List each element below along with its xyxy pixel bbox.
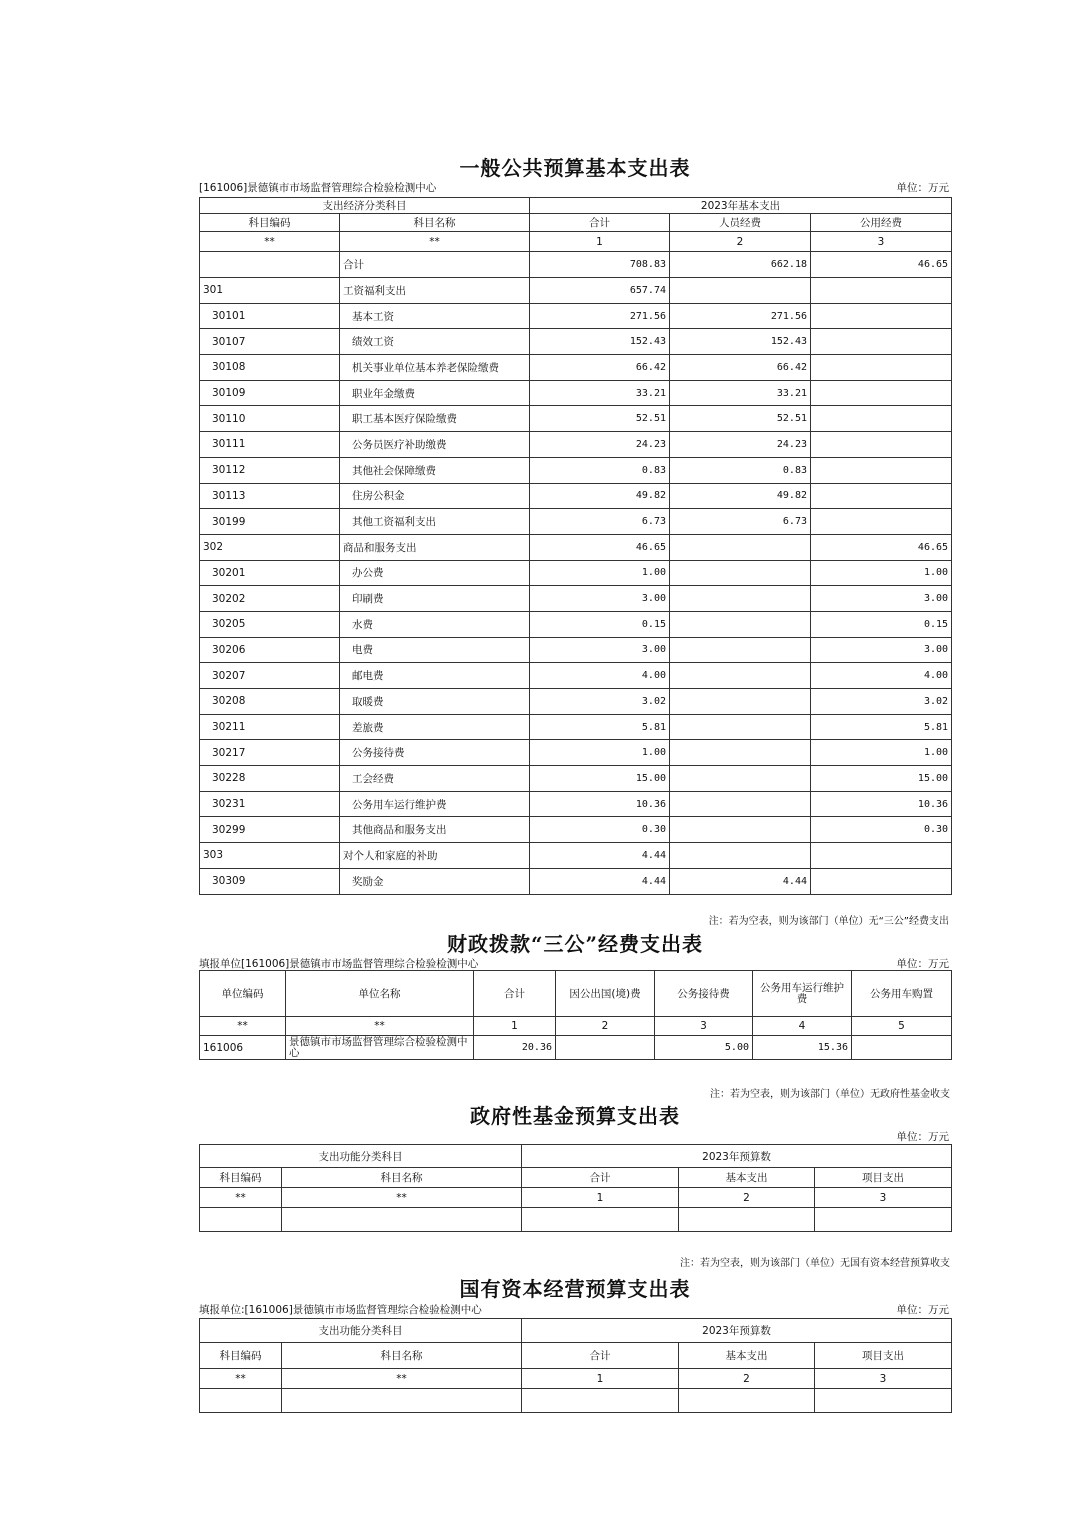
personnel-cell: 4.44 (670, 868, 811, 894)
code-cell: 30199 (200, 509, 340, 535)
total-cell: 4.44 (530, 868, 670, 894)
name-cell: 印刷费 (340, 586, 530, 612)
personnel-cell (670, 278, 811, 304)
code-cell: 30113 (200, 483, 340, 509)
public-cell (811, 509, 952, 535)
total-row (200, 252, 952, 278)
group-header-left: 支出功能分类科目 (200, 1319, 522, 1343)
col-header-code: 科目编码 (200, 1343, 282, 1369)
index-cell: ** (286, 1017, 474, 1036)
public-cell (811, 457, 952, 483)
name-cell: 绩效工资 (340, 329, 530, 355)
state-capital-table (199, 1318, 952, 1413)
code-cell: 30107 (200, 329, 340, 355)
total-cell: 20.36 (474, 1036, 556, 1060)
table-row (200, 1036, 952, 1060)
gov-fund-unit: 单位：万元 (896, 1131, 949, 1143)
name-cell: 基本工资 (340, 303, 530, 329)
basic-expenditure-section (199, 150, 951, 927)
table-row (200, 663, 952, 689)
total-cell: 52.51 (530, 406, 670, 432)
total-cell: 4.00 (530, 663, 670, 689)
public-cell (811, 483, 952, 509)
table-row (200, 560, 952, 586)
empty-cell (282, 1208, 522, 1232)
index-cell: 1 (522, 1188, 679, 1208)
group-header-left: 支出经济分类科目 (200, 198, 530, 214)
index-cell: ** (200, 1188, 282, 1208)
public-cell (811, 278, 952, 304)
three-public-table (199, 970, 952, 1060)
personnel-cell (670, 534, 811, 560)
index-cell: 3 (815, 1369, 952, 1389)
gov-fund-table (199, 1144, 952, 1232)
code-cell: 303 (200, 843, 340, 869)
col-header-name: 科目名称 (282, 1168, 522, 1188)
personnel-cell: 0.83 (670, 457, 811, 483)
reception-cell: 5.00 (655, 1036, 753, 1060)
personnel-cell (670, 714, 811, 740)
code-cell: 30111 (200, 432, 340, 458)
index-cell: ** (340, 232, 530, 252)
table-row (200, 457, 952, 483)
name-cell: 公务用车运行维护费 (340, 791, 530, 817)
col-header-vehicle-maintenance: 公务用车运行维护费 (753, 971, 852, 1017)
state-capital-title: 国有资本经营预算支出表 (459, 1277, 691, 1301)
table-row (200, 586, 952, 612)
total-code-cell (200, 252, 340, 278)
name-cell: 差旅费 (340, 714, 530, 740)
personnel-cell (670, 791, 811, 817)
personnel-cell (670, 689, 811, 715)
total-cell: 657.74 (530, 278, 670, 304)
index-cell: 3 (811, 232, 952, 252)
table-row (200, 843, 952, 869)
table-row (200, 637, 952, 663)
personnel-cell: 6.73 (670, 509, 811, 535)
table-row (200, 611, 952, 637)
three-public-unit-name: 填报单位[161006]景德镇市市场监督管理综合检验检测中心 (199, 958, 479, 970)
col-header-project: 项目支出 (815, 1168, 952, 1188)
code-cell: 30101 (200, 303, 340, 329)
name-cell: 电费 (340, 637, 530, 663)
table-row (200, 303, 952, 329)
code-cell: 30208 (200, 689, 340, 715)
table-row (200, 817, 952, 843)
code-cell: 30217 (200, 740, 340, 766)
public-cell: 0.15 (811, 611, 952, 637)
col-header-basic: 基本支出 (679, 1343, 815, 1369)
name-cell: 邮电费 (340, 663, 530, 689)
table-row (200, 714, 952, 740)
public-cell: 3.02 (811, 689, 952, 715)
index-cell: 2 (556, 1017, 655, 1036)
three-public-title: 财政拨款“三公”经费支出表 (446, 932, 703, 956)
index-cell: 3 (815, 1188, 952, 1208)
total-cell: 66.42 (530, 355, 670, 381)
name-cell: 其他工资福利支出 (340, 509, 530, 535)
public-cell: 1.00 (811, 740, 952, 766)
col-header-total: 合计 (522, 1343, 679, 1369)
col-header-overseas: 因公出国(境)费 (556, 971, 655, 1017)
index-cell: ** (200, 1369, 282, 1389)
unit-code-cell: 161006 (200, 1036, 286, 1060)
code-cell: 30110 (200, 406, 340, 432)
public-cell (811, 406, 952, 432)
total-cell: 5.81 (530, 714, 670, 740)
unit-name-cell: 景德镇市市场监督管理综合检验检测中心 (286, 1036, 474, 1060)
personnel-cell (670, 740, 811, 766)
code-cell: 301 (200, 278, 340, 304)
state-capital-unit-name: 填报单位:[161006]景德镇市市场监督管理综合检验检测中心 (199, 1304, 482, 1316)
total-cell: 0.30 (530, 817, 670, 843)
total-cell: 6.73 (530, 509, 670, 535)
group-header-right: 2023年基本支出 (530, 198, 952, 214)
total-cell: 49.82 (530, 483, 670, 509)
name-cell: 取暖费 (340, 689, 530, 715)
personnel-cell: 33.21 (670, 380, 811, 406)
empty-row (200, 1208, 952, 1232)
gov-fund-title: 政府性基金预算支出表 (470, 1104, 680, 1128)
name-cell: 工会经费 (340, 766, 530, 792)
total-cell: 271.56 (530, 303, 670, 329)
personnel-cell: 24.23 (670, 432, 811, 458)
vehicle-maintenance-cell: 15.36 (753, 1036, 852, 1060)
public-cell (811, 329, 952, 355)
total-label-cell: 合计 (340, 252, 530, 278)
vehicle-purchase-cell (852, 1036, 952, 1060)
code-cell: 30228 (200, 766, 340, 792)
overseas-cell (556, 1036, 655, 1060)
name-cell: 公务员医疗补助缴费 (340, 432, 530, 458)
col-header-total: 合计 (474, 971, 556, 1017)
public-cell: 4.00 (811, 663, 952, 689)
col-header-code: 科目编码 (200, 1168, 282, 1188)
name-cell: 工资福利支出 (340, 278, 530, 304)
table-row (200, 534, 952, 560)
public-cell: 46.65 (811, 534, 952, 560)
table-row (200, 689, 952, 715)
code-cell: 30201 (200, 560, 340, 586)
personnel-cell (670, 586, 811, 612)
col-header-code: 科目编码 (200, 214, 340, 232)
table-row (200, 406, 952, 432)
public-cell (811, 303, 952, 329)
code-cell: 30299 (200, 817, 340, 843)
col-header-total: 合计 (522, 1168, 679, 1188)
code-cell: 30205 (200, 611, 340, 637)
public-cell: 1.00 (811, 560, 952, 586)
personnel-cell: 271.56 (670, 303, 811, 329)
empty-cell (522, 1389, 679, 1413)
name-cell: 水费 (340, 611, 530, 637)
index-cell: ** (282, 1188, 522, 1208)
code-cell: 30109 (200, 380, 340, 406)
name-cell: 办公费 (340, 560, 530, 586)
state-capital-unit: 单位：万元 (896, 1304, 949, 1316)
total-cell: 15.00 (530, 766, 670, 792)
index-cell: 1 (522, 1369, 679, 1389)
public-cell: 5.81 (811, 714, 952, 740)
index-cell: 1 (474, 1017, 556, 1036)
empty-cell (815, 1208, 952, 1232)
name-cell: 商品和服务支出 (340, 534, 530, 560)
name-cell: 职工基本医疗保险缴费 (340, 406, 530, 432)
basic-expenditure-title: 一般公共预算基本支出表 (459, 156, 691, 180)
personnel-cell (670, 611, 811, 637)
total-cell: 46.65 (530, 534, 670, 560)
empty-cell (200, 1389, 282, 1413)
code-cell: 302 (200, 534, 340, 560)
index-cell: ** (200, 232, 340, 252)
code-cell: 30202 (200, 586, 340, 612)
index-cell: 4 (753, 1017, 852, 1036)
table-row (200, 483, 952, 509)
code-cell: 30206 (200, 637, 340, 663)
index-cell: 2 (679, 1188, 815, 1208)
table-row (200, 432, 952, 458)
personnel-cell (670, 560, 811, 586)
table-row (200, 329, 952, 355)
three-public-note: 注：若为空表，则为该部门（单位）无政府性基金收支 (710, 1089, 950, 1100)
empty-cell (282, 1389, 522, 1413)
col-header-reception: 公务接待费 (655, 971, 753, 1017)
table-row (200, 278, 952, 304)
total-cell: 33.21 (530, 380, 670, 406)
total-cell: 0.15 (530, 611, 670, 637)
col-header-name: 科目名称 (282, 1343, 522, 1369)
table-row (200, 509, 952, 535)
col-header-unit-name: 单位名称 (286, 971, 474, 1017)
total-cell: 1.00 (530, 560, 670, 586)
index-cell: ** (200, 1017, 286, 1036)
code-cell: 30309 (200, 868, 340, 894)
personnel-cell (670, 843, 811, 869)
total-sum-cell: 708.83 (530, 252, 670, 278)
col-header-public: 公用经费 (811, 214, 952, 232)
index-cell: 2 (679, 1369, 815, 1389)
index-cell: 2 (670, 232, 811, 252)
gov-fund-section (199, 1100, 951, 1240)
empty-cell (815, 1389, 952, 1413)
basic-expenditure-unit: 单位：万元 (896, 182, 949, 194)
personnel-cell (670, 766, 811, 792)
personnel-cell (670, 663, 811, 689)
group-header-right: 2023年预算数 (522, 1145, 952, 1168)
gov-fund-note: 注：若为空表，则为该部门（单位）无国有资本经营预算收支 (680, 1258, 950, 1269)
code-cell: 30112 (200, 457, 340, 483)
table-row (200, 380, 952, 406)
table-row (200, 791, 952, 817)
total-cell: 0.83 (530, 457, 670, 483)
empty-cell (679, 1389, 815, 1413)
index-cell: 1 (530, 232, 670, 252)
col-header-unit-code: 单位编码 (200, 971, 286, 1017)
personnel-cell: 49.82 (670, 483, 811, 509)
public-cell: 3.00 (811, 637, 952, 663)
personnel-cell: 66.42 (670, 355, 811, 381)
col-header-total: 合计 (530, 214, 670, 232)
public-cell: 3.00 (811, 586, 952, 612)
public-cell: 15.00 (811, 766, 952, 792)
group-header-right: 2023年预算数 (522, 1319, 952, 1343)
index-cell: 3 (655, 1017, 753, 1036)
table-row (200, 766, 952, 792)
empty-cell (679, 1208, 815, 1232)
name-cell: 对个人和家庭的补助 (340, 843, 530, 869)
index-cell: 5 (852, 1017, 952, 1036)
total-cell: 1.00 (530, 740, 670, 766)
public-cell: 0.30 (811, 817, 952, 843)
public-cell (811, 355, 952, 381)
personnel-cell: 52.51 (670, 406, 811, 432)
code-cell: 30108 (200, 355, 340, 381)
index-cell: ** (282, 1369, 522, 1389)
col-header-name: 科目名称 (340, 214, 530, 232)
basic-expenditure-note: 注：若为空表，则为该部门（单位）无“三公”经费支出 (708, 916, 949, 927)
total-cell: 152.43 (530, 329, 670, 355)
table-row (200, 740, 952, 766)
empty-cell (200, 1208, 282, 1232)
code-cell: 30207 (200, 663, 340, 689)
personnel-cell (670, 817, 811, 843)
basic-expenditure-table (199, 197, 952, 895)
public-cell (811, 843, 952, 869)
name-cell: 住房公积金 (340, 483, 530, 509)
total-public-cell: 46.65 (811, 252, 952, 278)
three-public-unit: 单位：万元 (896, 958, 949, 970)
name-cell: 其他商品和服务支出 (340, 817, 530, 843)
three-public-section (199, 928, 951, 1068)
col-header-vehicle-purchase: 公务用车购置 (852, 971, 952, 1017)
name-cell: 其他社会保障缴费 (340, 457, 530, 483)
public-cell (811, 868, 952, 894)
table-row (200, 868, 952, 894)
col-header-project: 项目支出 (815, 1343, 952, 1369)
name-cell: 职业年金缴费 (340, 380, 530, 406)
empty-cell (522, 1208, 679, 1232)
col-header-personnel: 人员经费 (670, 214, 811, 232)
public-cell (811, 432, 952, 458)
name-cell: 公务接待费 (340, 740, 530, 766)
total-cell: 3.00 (530, 586, 670, 612)
group-header-left: 支出功能分类科目 (200, 1145, 522, 1168)
code-cell: 30211 (200, 714, 340, 740)
name-cell: 机关事业单位基本养老保险缴费 (340, 355, 530, 381)
total-personnel-cell: 662.18 (670, 252, 811, 278)
personnel-cell: 152.43 (670, 329, 811, 355)
code-cell: 30231 (200, 791, 340, 817)
total-cell: 4.44 (530, 843, 670, 869)
personnel-cell (670, 637, 811, 663)
name-cell: 奖励金 (340, 868, 530, 894)
table-row (200, 355, 952, 381)
total-cell: 24.23 (530, 432, 670, 458)
col-header-basic: 基本支出 (679, 1168, 815, 1188)
public-cell (811, 380, 952, 406)
state-capital-section (199, 1273, 951, 1418)
public-cell: 10.36 (811, 791, 952, 817)
empty-row (200, 1389, 952, 1413)
basic-expenditure-unit-name: [161006]景德镇市市场监督管理综合检验检测中心 (199, 182, 437, 194)
total-cell: 3.00 (530, 637, 670, 663)
total-cell: 10.36 (530, 791, 670, 817)
total-cell: 3.02 (530, 689, 670, 715)
